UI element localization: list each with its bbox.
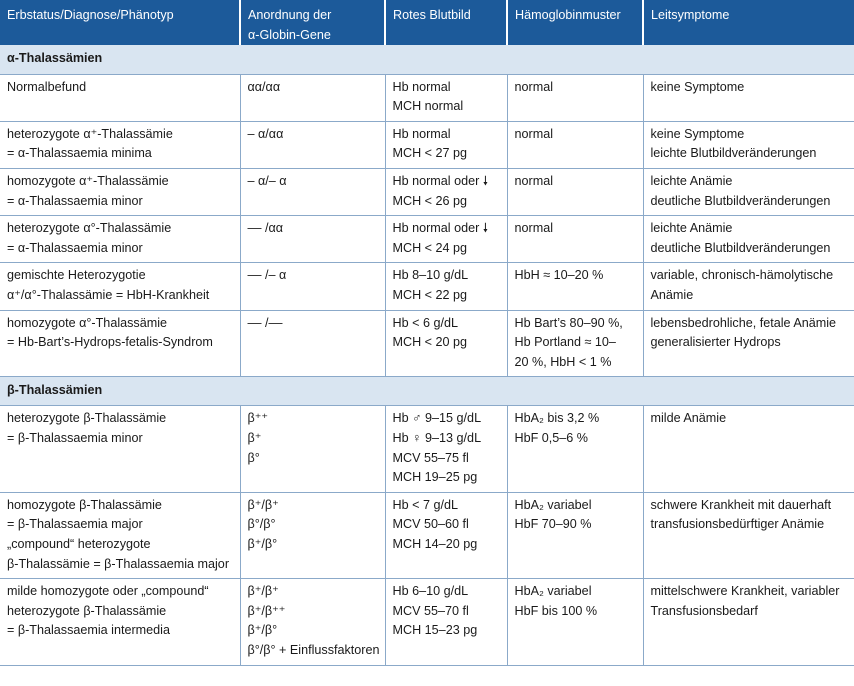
cell-line: –– /––: [247, 315, 283, 330]
cell-line: = Hb-Bart’s-Hydrops-fetalis-Syndrom: [7, 335, 213, 350]
cell-line: Hb < 6 g/dL: [392, 315, 458, 330]
cell-line: Transfusionsbedarf: [650, 603, 758, 618]
cell-line: leichte Anämie: [650, 221, 733, 236]
cell-blood-count: [385, 406, 507, 492]
cell-line: MCH 14–20 pg: [392, 536, 478, 551]
cell-line: lebensbedrohliche, fetale Anämie: [650, 315, 837, 330]
cell-gene-arrangement: [240, 406, 385, 492]
cell-line: 20 %, HbH < 1 %: [514, 354, 612, 369]
cell-line: leichte Blutbildveränderungen: [650, 146, 817, 161]
section-title: β-Thalassämien: [0, 377, 854, 406]
cell-phenotype: [0, 263, 240, 310]
cell-line: deutliche Blutbildveränderungen: [650, 240, 831, 255]
cell-line: HbA₂ bis 3,2 %: [514, 411, 600, 426]
table-row: [0, 121, 854, 168]
cell-hemoglobin-pattern: [507, 310, 643, 377]
cell-line: Hb < 7 g/dL: [392, 497, 458, 512]
cell-line: MCV 50–60 fl: [392, 517, 469, 532]
cell-line: generalisierter Hydrops: [650, 335, 781, 350]
section-row: [0, 377, 854, 406]
cell-phenotype: [0, 74, 240, 121]
cell-line: homozygote β-Thalassämie: [7, 497, 162, 512]
cell-line: HbA₂ variabel: [514, 584, 592, 599]
cell-line: leichte Anämie: [650, 174, 733, 189]
cell-line: αα/αα: [247, 79, 281, 94]
cell-line: HbH ≈ 10–20 %: [514, 268, 604, 283]
cell-line: – α/– α: [247, 174, 287, 189]
section-row: [0, 45, 854, 74]
cell-hemoglobin-pattern: [507, 169, 643, 216]
table-row: [0, 492, 854, 578]
header-row: [0, 0, 854, 45]
table-row: [0, 579, 854, 665]
table-row: [0, 169, 854, 216]
cell-key-symptoms: [643, 406, 854, 492]
cell-gene-arrangement: [240, 310, 385, 377]
cell-line: Hb normal: [392, 79, 451, 94]
header-text: Leitsymptome: [651, 8, 730, 22]
cell-line: β⁺/β⁺⁺: [247, 603, 286, 618]
table-row: [0, 216, 854, 263]
cell-phenotype: [0, 216, 240, 263]
cell-line: MCH < 24 pg: [392, 240, 468, 255]
cell-key-symptoms: [643, 74, 854, 121]
cell-gene-arrangement: [240, 492, 385, 578]
cell-line: MCH < 20 pg: [392, 335, 468, 350]
cell-line: heterozygote α⁺-Thalassämie: [7, 126, 173, 141]
cell-line: MCH normal: [392, 99, 464, 114]
table-row: [0, 310, 854, 377]
cell-line: Hb Portland ≈ 10–: [514, 335, 616, 350]
header-blood-count: [385, 0, 507, 45]
cell-line: transfusionsbedürftiger Anämie: [650, 517, 825, 532]
cell-line: Hb normal: [392, 126, 451, 141]
cell-line: MCH < 26 pg: [392, 193, 468, 208]
cell-key-symptoms: [643, 169, 854, 216]
cell-gene-arrangement: [240, 169, 385, 216]
cell-hemoglobin-pattern: [507, 579, 643, 665]
header-hemoglobin-pattern: [507, 0, 643, 45]
cell-key-symptoms: [643, 216, 854, 263]
cell-line: mittelschwere Krankheit, variabler: [650, 584, 840, 599]
cell-gene-arrangement: [240, 216, 385, 263]
cell-line: = β-Thalassaemia major: [7, 517, 143, 532]
cell-line: MCH < 22 pg: [392, 288, 468, 303]
cell-line: MCV 55–70 fl: [392, 603, 469, 618]
cell-line: β⁺/β°: [247, 623, 278, 638]
cell-line: HbF 70–90 %: [514, 517, 592, 532]
cell-line: keine Symptome: [650, 126, 745, 141]
cell-line: Normalbefund: [7, 79, 87, 94]
cell-line: Hb 6–10 g/dL: [392, 584, 469, 599]
cell-line: heterozygote α°-Thalassämie: [7, 221, 172, 236]
cell-line: homozygote α⁺-Thalassämie: [7, 174, 169, 189]
cell-line: MCH 19–25 pg: [392, 470, 478, 485]
cell-line: normal: [514, 174, 553, 189]
cell-line: = β-Thalassaemia minor: [7, 431, 143, 445]
cell-key-symptoms: [643, 310, 854, 377]
header-text: Rotes Blutbild: [393, 8, 471, 22]
section-title: α-Thalassämien: [0, 45, 854, 74]
cell-line: normal: [514, 79, 553, 94]
table-row: [0, 263, 854, 310]
cell-line: HbF bis 100 %: [514, 603, 598, 618]
cell-line: β°/β°: [247, 517, 276, 532]
cell-key-symptoms: [643, 263, 854, 310]
cell-key-symptoms: [643, 579, 854, 665]
cell-line: β°/β° + Einflussfaktoren: [247, 642, 380, 657]
cell-blood-count: [385, 169, 507, 216]
cell-phenotype: [0, 310, 240, 377]
cell-line: keine Symptome: [650, 79, 745, 94]
table-row: [0, 406, 854, 492]
cell-line: normal: [514, 126, 553, 141]
table-body: [0, 45, 854, 665]
cell-line: Hb normal oder 🠗: [392, 174, 489, 189]
cell-line: deutliche Blutbildveränderungen: [650, 193, 831, 208]
cell-line: – α/αα: [247, 126, 284, 141]
cell-line: = α-Thalassaemia minor: [7, 240, 143, 255]
cell-phenotype: [0, 169, 240, 216]
cell-hemoglobin-pattern: [507, 263, 643, 310]
cell-hemoglobin-pattern: [507, 121, 643, 168]
header-text: Erbstatus/Diagnose/Phänotyp: [7, 8, 174, 22]
cell-gene-arrangement: [240, 579, 385, 665]
cell-phenotype: [0, 579, 240, 665]
header-phenotype: [0, 0, 240, 45]
cell-line: β⁺/β⁺: [247, 497, 279, 512]
cell-line: = α-Thalassaemia minor: [7, 193, 143, 208]
cell-line: Hb ♂ 9–15 g/dL: [392, 411, 482, 426]
header-text: Hämoglobinmuster: [515, 8, 621, 22]
cell-line: „compound“ heterozygote: [7, 536, 151, 551]
cell-line: MCH 15–23 pg: [392, 623, 478, 638]
cell-hemoglobin-pattern: [507, 492, 643, 578]
cell-line: MCV 55–75 fl: [392, 450, 469, 465]
cell-hemoglobin-pattern: [507, 74, 643, 121]
cell-line: variable, chronisch-hämolytische: [650, 268, 834, 283]
header-gene-arrangement: [240, 0, 385, 45]
cell-line: = α-Thalassaemia minima: [7, 146, 152, 161]
cell-line: HbA₂ variabel: [514, 497, 592, 512]
cell-line: heterozygote β-Thalassämie: [7, 603, 167, 618]
cell-line: –– /– α: [247, 268, 287, 283]
cell-line: Hb Bart’s 80–90 %,: [514, 315, 623, 330]
cell-gene-arrangement: [240, 121, 385, 168]
cell-blood-count: [385, 310, 507, 377]
cell-gene-arrangement: [240, 74, 385, 121]
cell-blood-count: [385, 216, 507, 263]
cell-line: Hb normal oder 🠗: [392, 221, 489, 236]
cell-blood-count: [385, 121, 507, 168]
header-text: Anordnung der: [248, 8, 332, 22]
cell-blood-count: [385, 74, 507, 121]
cell-line: Hb ♀ 9–13 g/dL: [392, 431, 482, 445]
cell-line: milde Anämie: [650, 411, 727, 426]
cell-line: gemischte Heterozygotie: [7, 268, 146, 283]
cell-phenotype: [0, 492, 240, 578]
cell-line: β⁺⁺: [247, 411, 269, 426]
cell-line: heterozygote β-Thalassämie: [7, 411, 167, 426]
cell-hemoglobin-pattern: [507, 216, 643, 263]
cell-key-symptoms: [643, 492, 854, 578]
header-key-symptoms: [643, 0, 854, 45]
cell-line: Hb 8–10 g/dL: [392, 268, 469, 283]
cell-key-symptoms: [643, 121, 854, 168]
cell-line: β°: [247, 450, 260, 465]
cell-line: Anämie: [650, 288, 694, 303]
cell-line: α⁺/α°-Thalassämie = HbH-Krankheit: [7, 288, 210, 303]
cell-line: homozygote α°-Thalassämie: [7, 315, 168, 330]
cell-gene-arrangement: [240, 263, 385, 310]
table-header: [0, 0, 854, 45]
cell-line: β⁺/β°: [247, 536, 278, 551]
cell-blood-count: [385, 579, 507, 665]
cell-line: β-Thalassämie = β-Thalassaemia major: [7, 556, 230, 571]
cell-line: β⁺/β⁺: [247, 584, 279, 599]
cell-phenotype: [0, 406, 240, 492]
cell-line: HbF 0,5–6 %: [514, 431, 589, 445]
cell-line: β⁺: [247, 431, 262, 445]
header-text: α-Globin-Gene: [248, 27, 331, 42]
cell-line: MCH < 27 pg: [392, 146, 468, 161]
cell-line: normal: [514, 221, 553, 236]
cell-phenotype: [0, 121, 240, 168]
cell-blood-count: [385, 492, 507, 578]
cell-blood-count: [385, 263, 507, 310]
cell-line: schwere Krankheit mit dauerhaft: [650, 497, 832, 512]
cell-hemoglobin-pattern: [507, 406, 643, 492]
cell-line: –– /αα: [247, 221, 284, 236]
cell-line: milde homozygote oder „compound“: [7, 584, 209, 599]
cell-line: = β-Thalassaemia intermedia: [7, 623, 170, 638]
table-row: [0, 74, 854, 121]
